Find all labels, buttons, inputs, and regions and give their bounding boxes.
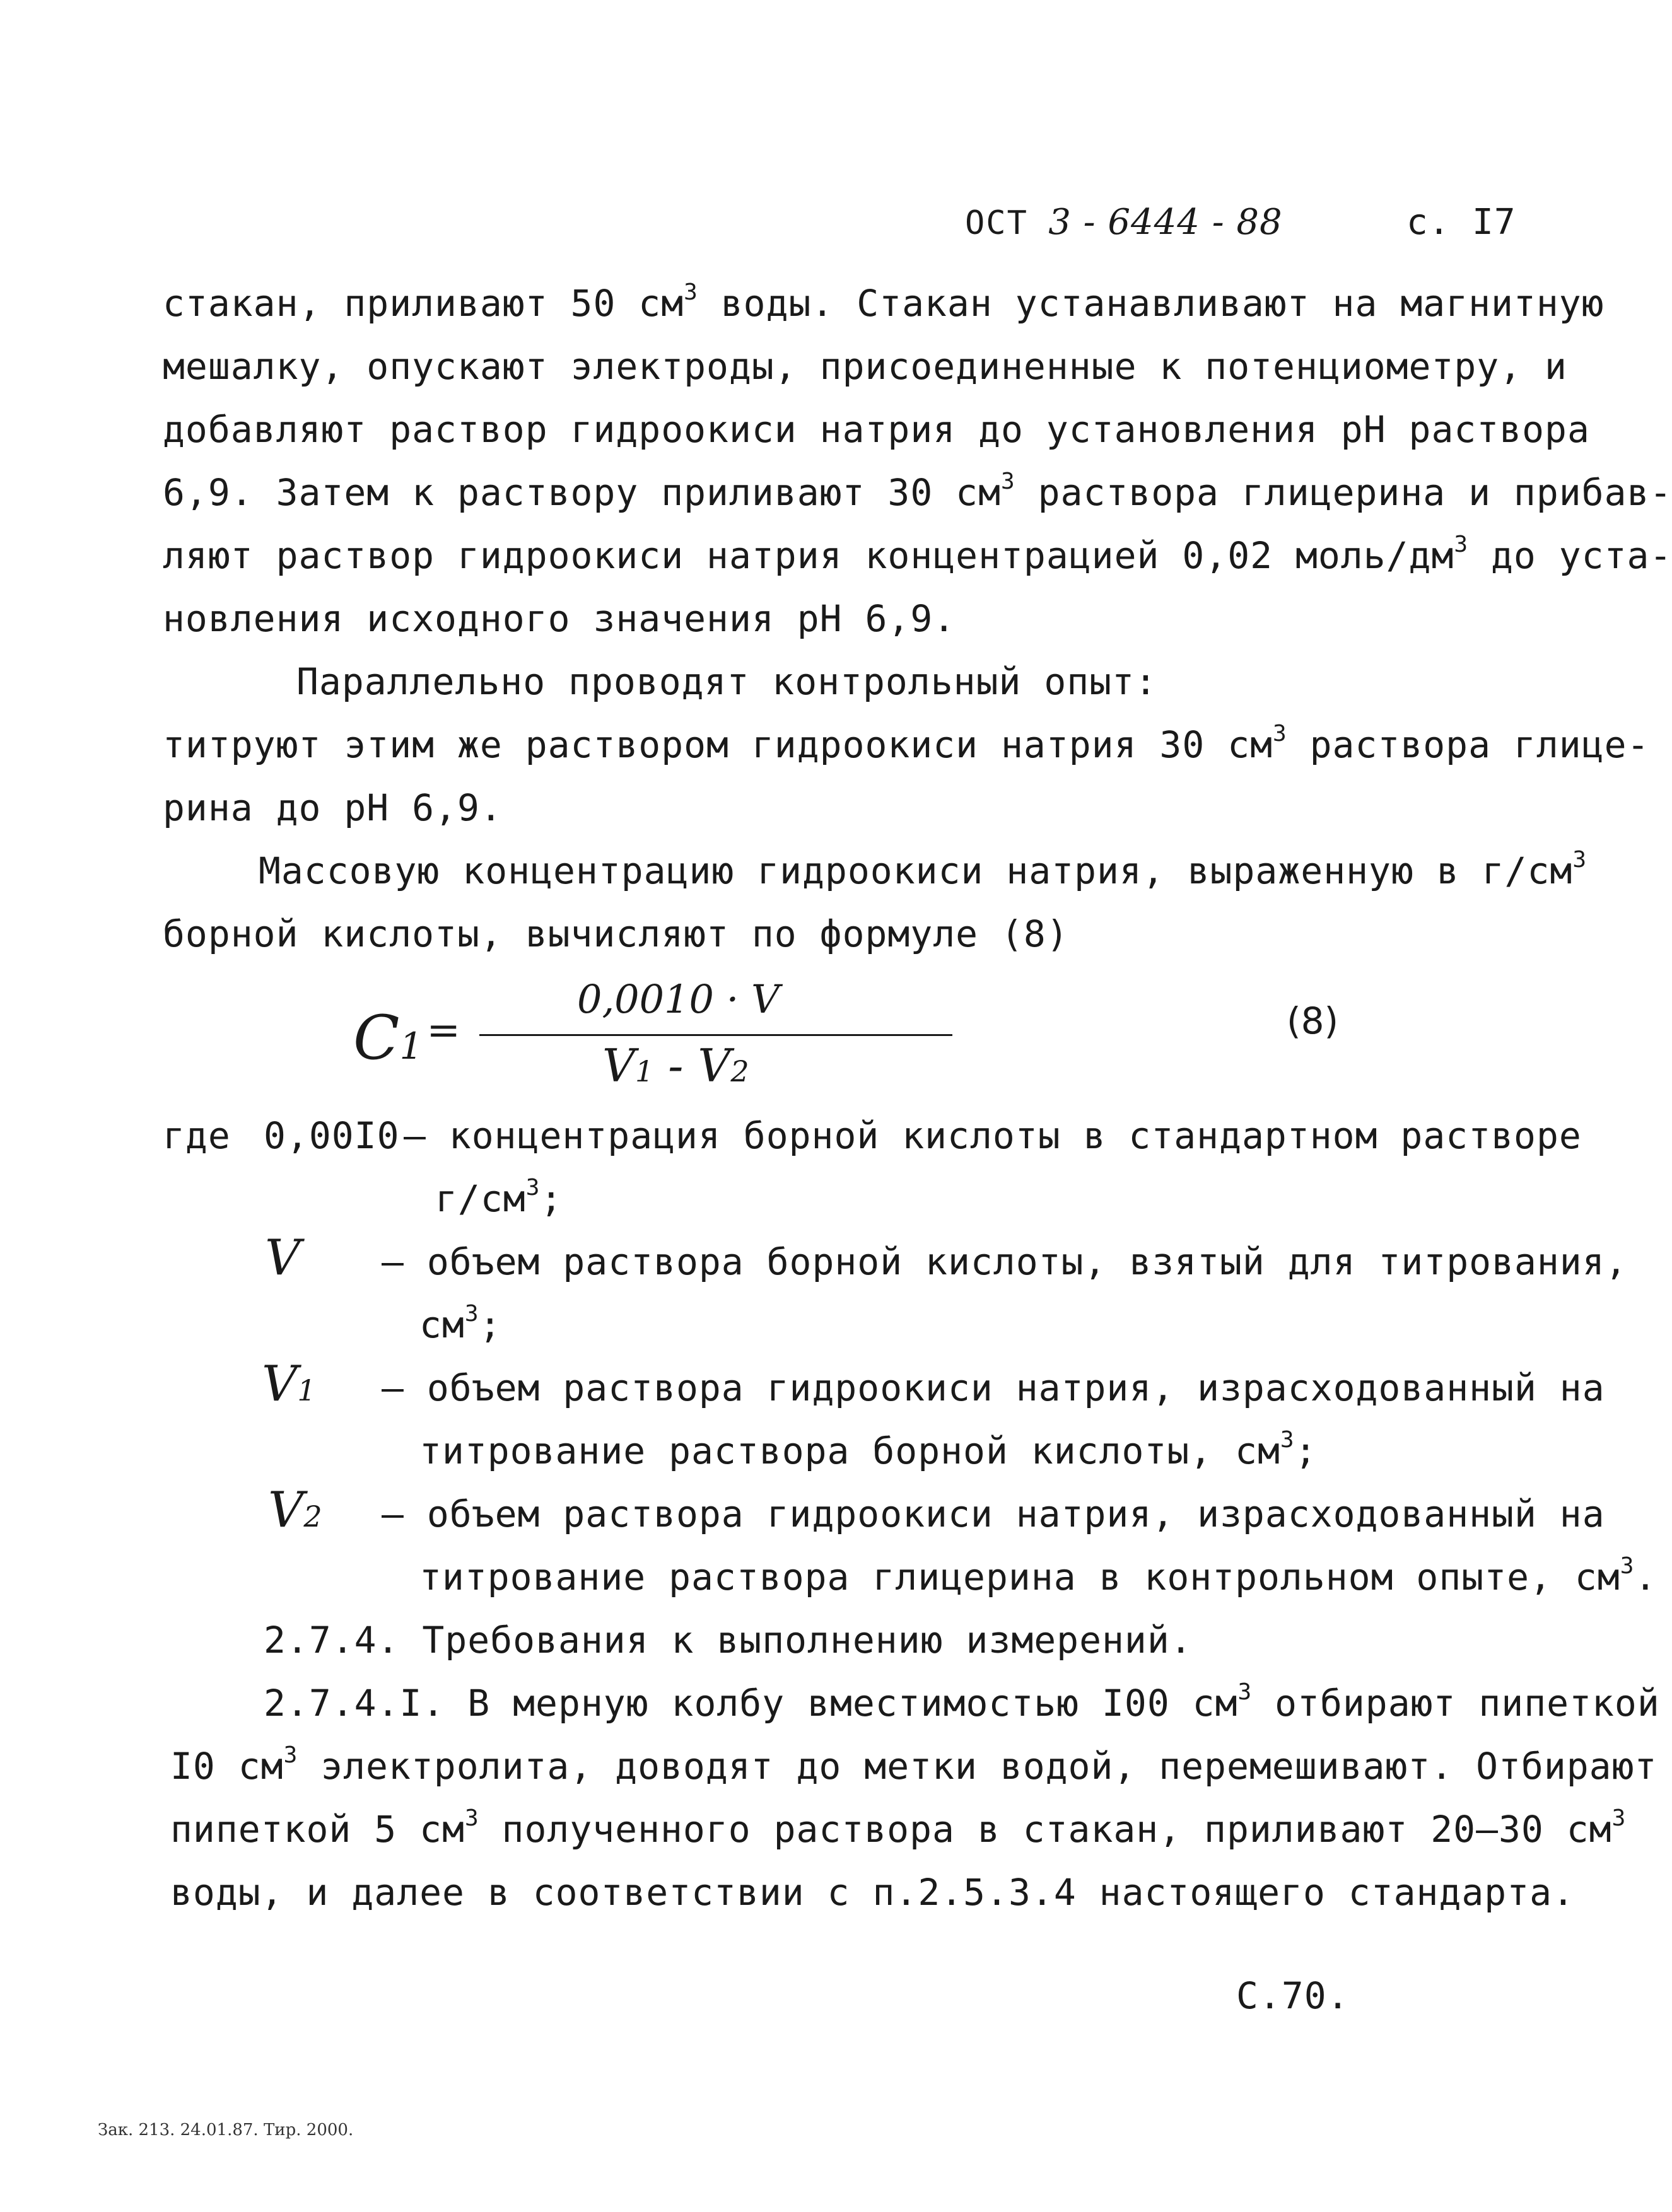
body-line: 2.7.4.I. В мерную колбу вместимостью I00 $см^3$ отбирают пипеткой [264,1679,1660,1725]
body-line: ляют раствор гидроокиси натрия концентрацией 0,02 моль/$дм^3$ до уста- [163,532,1672,577]
legend-v2-desc: титрование раствора глицерина в контрольном опыте, $см^3$. [419,1553,1657,1598]
legend-v1-desc: – объем раствора гидроокиси натрия, израсходованный на [382,1366,1605,1409]
standard-number: 3 - 6444 - 88 [1048,202,1283,243]
body-line: борной кислоты, вычисляют по формуле (8) [163,912,1069,955]
section-heading: 2.7.4. Требования к выполнению измерений. [264,1619,1193,1662]
legend-v-desc: $см^3$; [419,1301,502,1346]
body-line: мешалку, опускают электроды, присоединенные к потенциометру, и [163,345,1567,388]
page-code: С.70. [1236,1974,1350,2017]
legend-v1-desc: титрование раствора борной кислоты, $см^3$; [419,1427,1318,1472]
legend-c-desc: $г/см^3$; [435,1175,563,1220]
legend-v2-desc: – объем раствора гидроокиси натрия, израсходованный на [382,1493,1605,1535]
formula-denominator: V1 - V2 [602,1039,749,1092]
fraction-bar [479,1034,952,1036]
body-line: воды, и далее в соответствии с п.2.5.3.4 настоящего стандарта. [170,1871,1575,1914]
formula-numerator: 0,0010 · V [577,976,780,1022]
legend-c-desc: – концентрация борной кислоты в стандартном растворе [404,1114,1582,1157]
body-line: титруют этим же раствором гидроокиси натрия 30 $см^3$ раствора глице- [163,721,1650,766]
print-note: Зак. 213. 24.01.87. Тир. 2000. [98,2121,354,2139]
body-line: 6,9. Затем к раствору приливают 30 $см^3$ раствора глицерина и прибав- [163,469,1672,514]
body-line: I0 $см^3$ электролита, доводят до метки водой, перемешивают. Отбирают [170,1742,1657,1788]
standard-prefix: ОСТ [965,204,1028,242]
body-line: добавляют раствор гидроокиси натрия до установления рН раствора [163,408,1590,451]
legend-v1-symbol: V1 [262,1356,316,1412]
formula-number: (8) [1287,999,1339,1042]
legend-v-desc: – объем раствора борной кислоты, взятый для титрования, [382,1240,1628,1283]
body-line: Параллельно проводят контрольный опыт: [296,660,1157,703]
legend-v2-symbol: V2 [268,1482,322,1539]
formula-lhs: C1= [353,1003,460,1073]
page-number: с. I7 [1406,202,1516,243]
body-line: рина до рН 6,9. [163,786,503,829]
body-line: стакан, приливают 50 $см^3$ воды. Стакан устанавливают на магнитную [163,279,1605,325]
legend-where: где [163,1114,231,1157]
body-line: пипеткой 5 $см^3$ полученного раствора в стакан, приливают 20–30 $см^3$ [170,1805,1627,1851]
legend-v-symbol: V [265,1230,301,1286]
body-line: Массовую концентрацию гидроокиси натрия, выраженную в $г/см^3$ [259,847,1587,892]
standard-designation [965,201,1283,245]
body-line: новления исходного значения рН 6,9. [163,597,956,640]
legend-c-value: 0,00I0 [264,1114,400,1157]
